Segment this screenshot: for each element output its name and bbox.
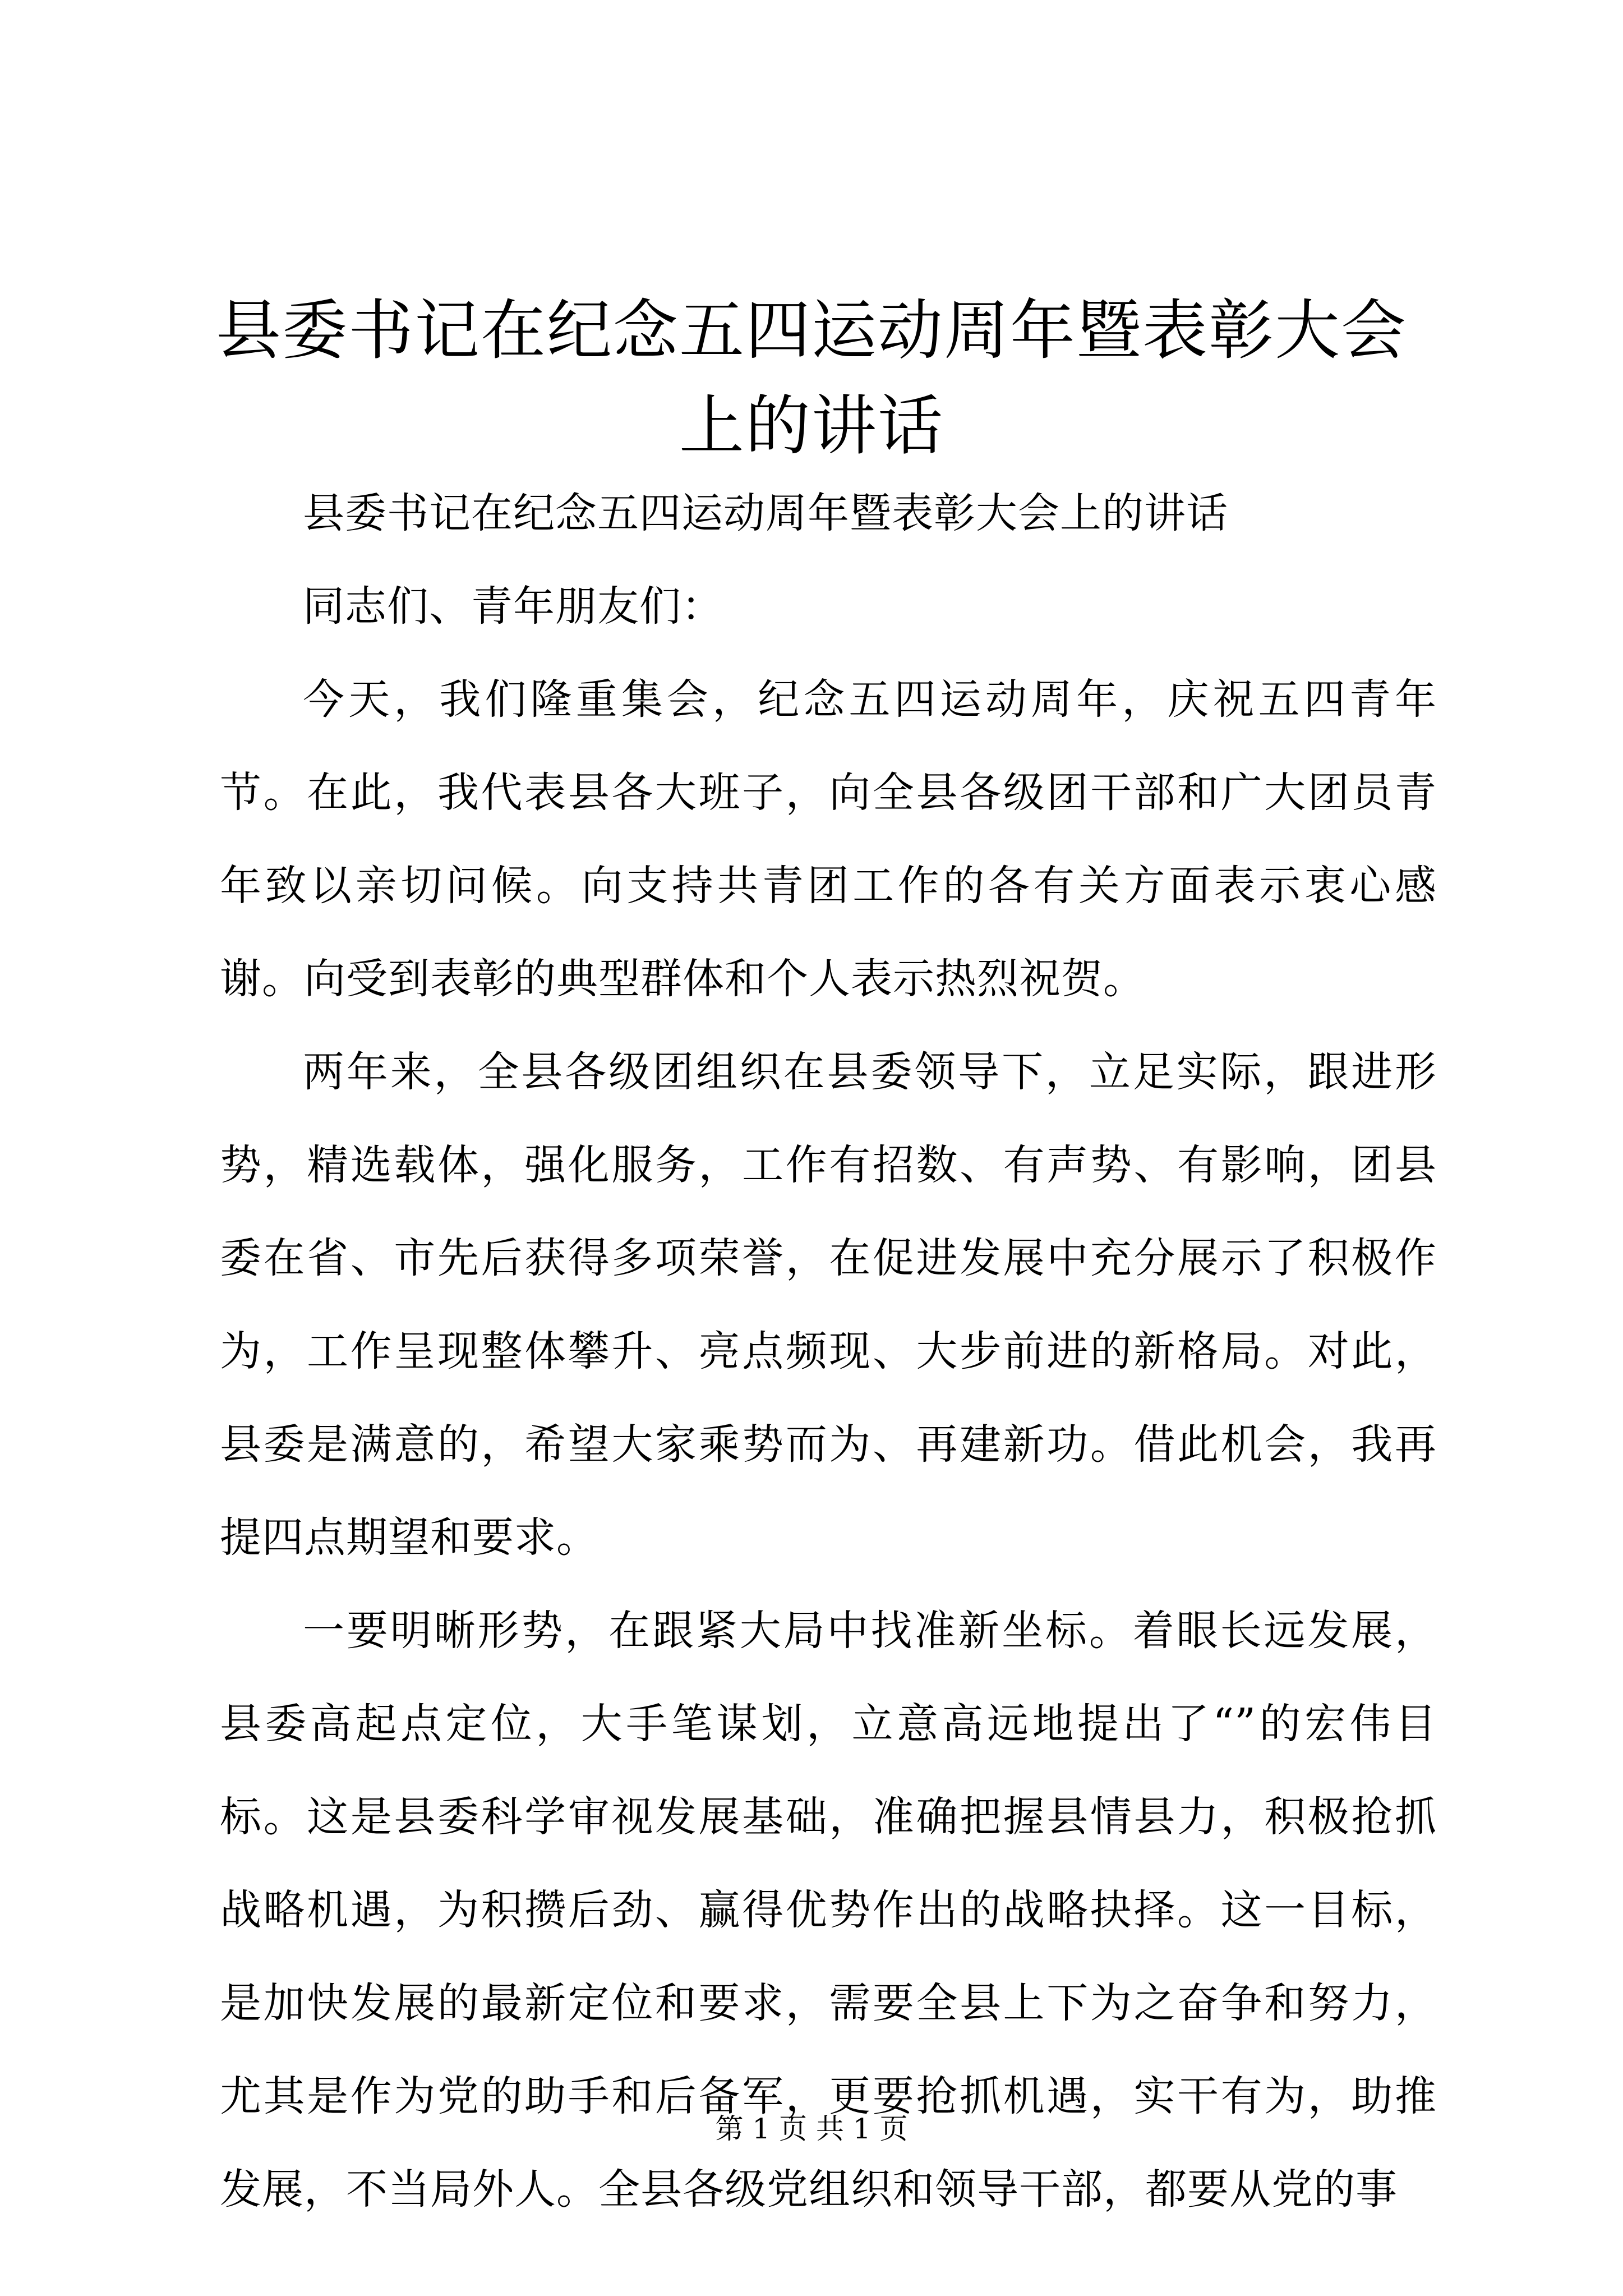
paragraph-achievements: 两年来，全县各级团组织在县委领导下，立足实际，跟进形势，精选载体，强化服务，工作有招数、有声势、有影响，团县委在省、市先后获得多项荣誉，在促进发展中充分展示了积极作为，工作呈现整体攀升、亮点频现、大步前进的新格局。对此，县委是满意的，希望大家乘势而为、再建新功。借此机会，我再提四点期望和要求。 [220, 1048, 1437, 1562]
paragraph-requirement-one: 一要明晰形势，在跟紧大局中找准新坐标。着眼长远发展，县委高起点定位，大手笔谋划，立意高远地提出了“”的宏伟目标。这是县委科学审视发展基础，准确把握县情县力，积极抢抓战略机遇，为积攒后劲、赢得优势作出的战略抉择。这一目标，是加快发展的最新定位和要求，需要全县上下为之奋争和努力，尤其是作为党的助手和后备军，更要抢抓机遇，实干有为，助推发展，不当局外人。全县各级党组织和领导干部，都要从党的事 [220, 1607, 1437, 2214]
document-title: 县委书记在纪念五四运动周年暨表彰大会上的讲话 [216, 293, 1407, 464]
paragraph-opening: 今天，我们隆重集会，纪念五四运动周年，庆祝五四青年节。在此，我代表县各大班子，向全县各级团干部和广大团员青年致以亲切问候。向支持共青团工作的各有关方面表示衷心感谢。向受到表彰的典型群体和个人表示热烈祝贺。 [220, 675, 1437, 1003]
paragraph-subtitle: 县委书记在纪念五四运动周年暨表彰大会上的讲话 [303, 489, 1228, 537]
paragraph-salutation: 同志们、青年朋友们： [303, 582, 723, 631]
document-body [220, 467, 1437, 2236]
page-footer: 第 1 页 共 1 页 [715, 2113, 908, 2145]
